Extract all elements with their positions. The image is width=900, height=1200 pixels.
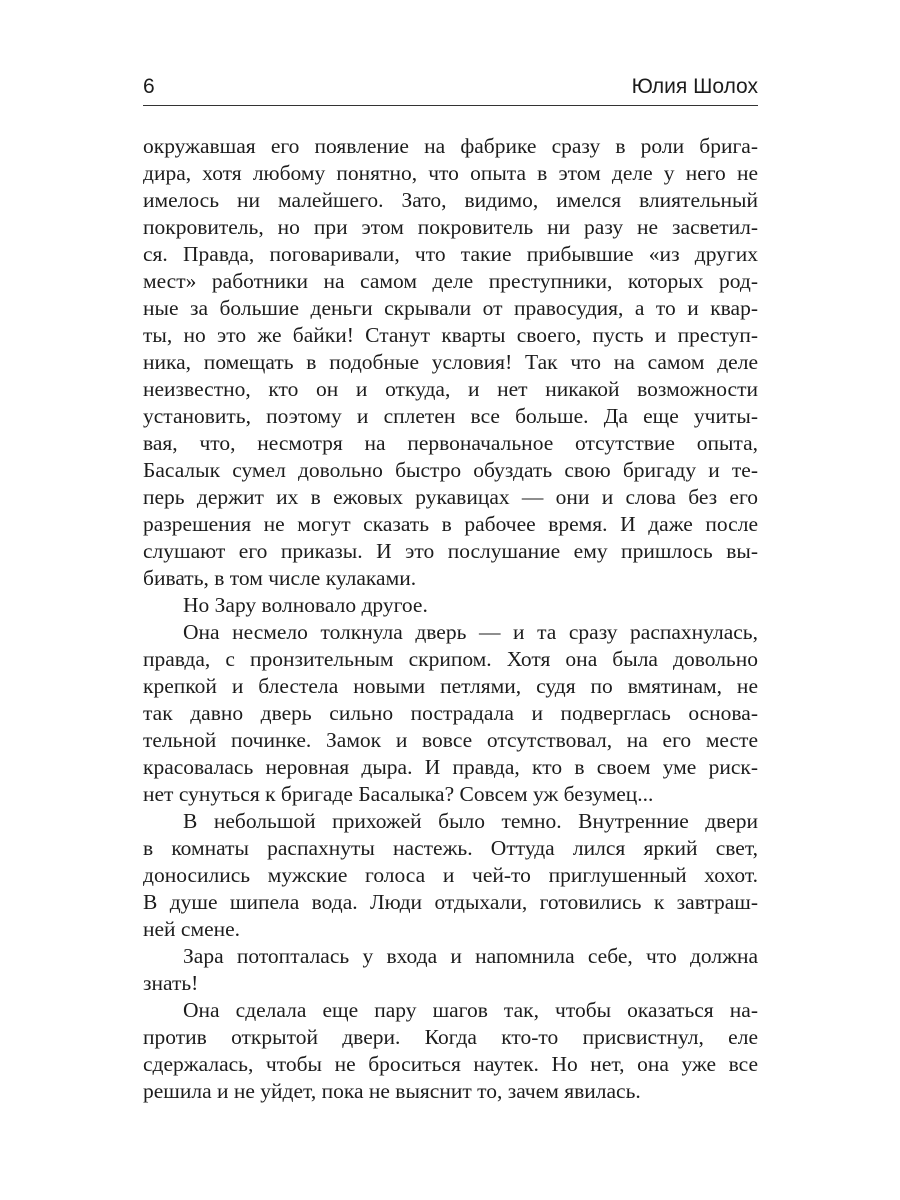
paragraph-start: Она сделала еще пару шагов так, чтобы оказаться на-	[183, 998, 758, 1022]
text-line: красовалась неровная дыра. И правда, кто в своем уме риск-	[143, 755, 758, 779]
text-line: установить, поэтому и сплетен все больше. Да еще учиты-	[143, 404, 758, 428]
text-line: неизвестно, кто он и откуда, и нет никакой возможности	[143, 377, 758, 401]
text-line: ные за большие деньги скрывали от правосудия, а то и квар-	[143, 296, 758, 320]
text-line: имелось ни малейшего. Зато, видимо, имелся влиятельный	[143, 188, 758, 212]
text-line: бивать, в том числе кулаками.	[143, 566, 417, 590]
paragraph-start: В небольшой прихожей было темно. Внутренние двери	[183, 809, 758, 833]
running-head	[143, 70, 758, 104]
text-line: дира, хотя любому понятно, что опыта в этом деле у него не	[143, 161, 758, 185]
text-line: правда, с пронзительным скрипом. Хотя она была довольно	[143, 647, 758, 671]
text-line: ты, но это же байки! Станут кварты своего, пусть и преступ-	[143, 323, 758, 347]
paragraph-start: Но Зару волновало другое.	[183, 593, 428, 617]
text-line: ся. Правда, поговаривали, что такие прибывшие «из других	[143, 242, 758, 266]
text-line: так давно дверь сильно пострадала и подверглась основа-	[143, 701, 758, 725]
text-line: тельной починке. Замок и вовсе отсутствовал, на его месте	[143, 728, 758, 752]
body-text	[143, 133, 758, 1105]
text-line: нет сунуться к бригаде Басалыка? Совсем уж безумец...	[143, 782, 654, 806]
paragraph-start: Она несмело толкнула дверь — и та сразу распахнулась,	[183, 620, 758, 644]
header-author: Юлия Шолох	[631, 75, 758, 98]
page-number: 6	[143, 75, 155, 98]
text-line: вая, что, несмотря на первоначальное отсутствие опыта,	[143, 431, 758, 455]
text-line: разрешения не могут сказать в рабочее время. И даже после	[143, 512, 758, 536]
text-line: решила и не уйдет, пока не выяснит то, зачем явилась.	[143, 1079, 641, 1103]
text-line: против открытой двери. Когда кто-то присвистнул, еле	[143, 1025, 758, 1049]
header-rule	[143, 105, 758, 106]
text-line: крепкой и блестела новыми петлями, судя по вмятинам, не	[143, 674, 758, 698]
text-line: В душе шипела вода. Люди отдыхали, готовились к завтраш-	[143, 890, 758, 914]
text-line: мест» работники на самом деле преступники, которых род-	[143, 269, 758, 293]
text-line: сдержалась, чтобы не броситься наутек. Но нет, она уже все	[143, 1052, 758, 1076]
text-line: окружавшая его появление на фабрике сразу в роли брига-	[143, 134, 758, 158]
text-line: ника, помещать в подобные условия! Так что на самом деле	[143, 350, 758, 374]
text-line: Басалык сумел довольно быстро обуздать свою бригаду и те-	[143, 458, 758, 482]
text-line: слушают его приказы. И это послушание ему пришлось вы-	[143, 539, 758, 563]
text-line: покровитель, но при этом покровитель ни разу не засветил-	[143, 215, 758, 239]
text-line: доносились мужские голоса и чей-то приглушенный хохот.	[143, 863, 758, 887]
text-line: знать!	[143, 971, 199, 995]
text-line: в комнаты распахнуты настежь. Оттуда лился яркий свет,	[143, 836, 758, 860]
paragraph-start: Зара потопталась у входа и напомнила себе, что должна	[183, 944, 758, 968]
text-line: ней смене.	[143, 917, 241, 941]
text-line: перь держит их в ежовых рукавицах — они и слова без его	[143, 485, 758, 509]
